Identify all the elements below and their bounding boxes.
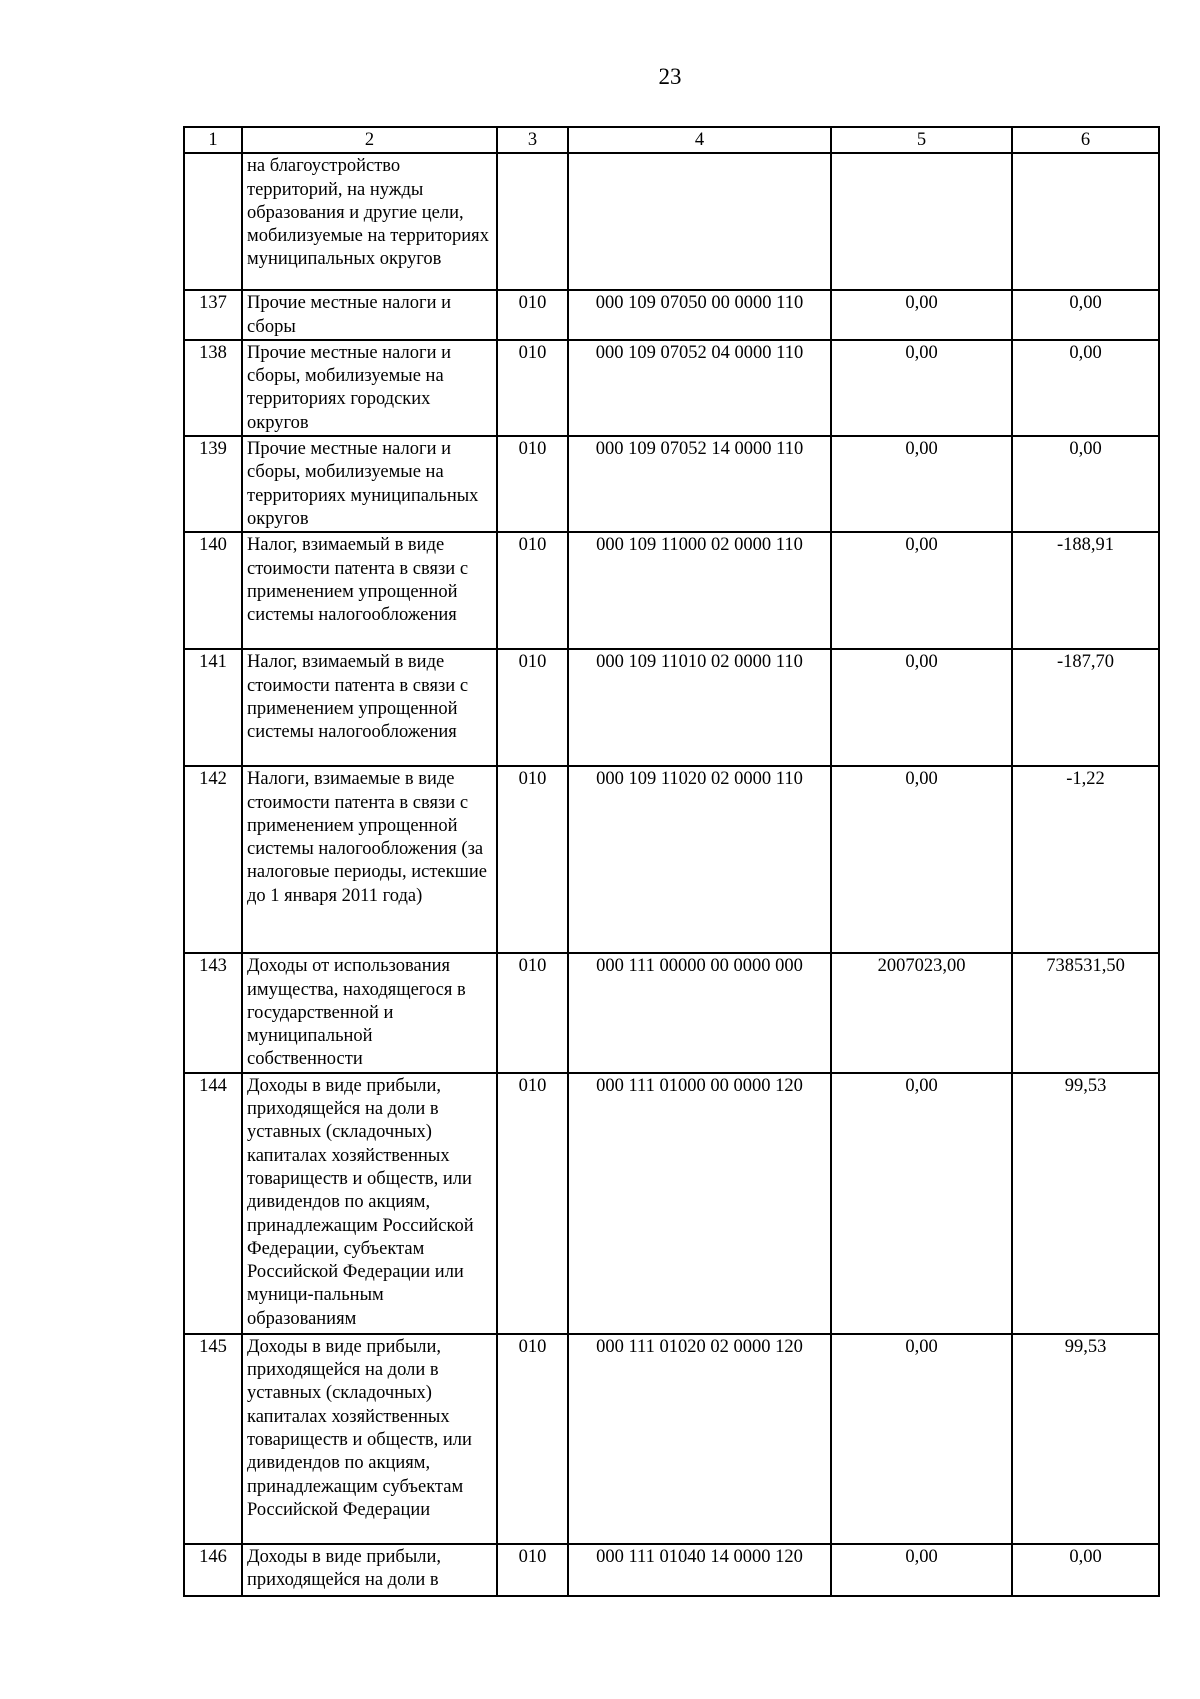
- row-plan: 0,00: [831, 340, 1012, 436]
- row-fact: 99,53: [1012, 1334, 1159, 1544]
- row-budget-code: 000 109 11020 02 0000 110: [568, 766, 831, 953]
- table-row: [184, 953, 1159, 1072]
- row-plan: [831, 153, 1012, 290]
- row-admin-code: 010: [497, 1073, 568, 1334]
- table-row: [184, 1334, 1159, 1544]
- row-fact: 0,00: [1012, 1544, 1159, 1596]
- column-header: 6: [1012, 127, 1159, 153]
- row-plan: 0,00: [831, 1073, 1012, 1334]
- row-admin-code: 010: [497, 766, 568, 953]
- column-header: 2: [242, 127, 497, 153]
- row-fact: 99,53: [1012, 1073, 1159, 1334]
- row-admin-code: 010: [497, 1334, 568, 1544]
- row-fact: 0,00: [1012, 290, 1159, 340]
- table-row: [184, 1544, 1159, 1596]
- row-name: Прочие местные налоги и сборы, мобилизуемые на территориях муниципальных округов: [242, 436, 497, 532]
- row-name: Доходы в виде прибыли, приходящейся на доли в: [242, 1544, 497, 1596]
- row-plan: 0,00: [831, 1334, 1012, 1544]
- row-name: Доходы в виде прибыли, приходящейся на доли в уставных (складочных) капиталах хозяйственных товариществ и обществ, или дивидендов по акциям, принадлежащим субъектам Российской Федерации: [242, 1334, 497, 1544]
- row-plan: 0,00: [831, 766, 1012, 953]
- row-fact: -187,70: [1012, 649, 1159, 766]
- row-number: 141: [184, 649, 242, 766]
- row-budget-code: 000 111 01000 00 0000 120: [568, 1073, 831, 1334]
- row-number: 140: [184, 532, 242, 649]
- row-budget-code: 000 111 01040 14 0000 120: [568, 1544, 831, 1596]
- table-row: [184, 153, 1159, 290]
- row-admin-code: 010: [497, 436, 568, 532]
- column-header: 3: [497, 127, 568, 153]
- row-name: Прочие местные налоги и сборы, мобилизуемые на территориях городских округов: [242, 340, 497, 436]
- row-number: 137: [184, 290, 242, 340]
- row-number: 138: [184, 340, 242, 436]
- column-header: 5: [831, 127, 1012, 153]
- column-header: 1: [184, 127, 242, 153]
- row-budget-code: 000 109 11000 02 0000 110: [568, 532, 831, 649]
- row-admin-code: 010: [497, 340, 568, 436]
- row-budget-code: 000 109 07050 00 0000 110: [568, 290, 831, 340]
- row-admin-code: 010: [497, 1544, 568, 1596]
- row-budget-code: 000 109 11010 02 0000 110: [568, 649, 831, 766]
- table-header-row: [184, 127, 1159, 153]
- row-plan: 0,00: [831, 290, 1012, 340]
- row-number: 146: [184, 1544, 242, 1596]
- row-fact: 0,00: [1012, 436, 1159, 532]
- row-admin-code: 010: [497, 649, 568, 766]
- row-fact: [1012, 153, 1159, 290]
- table-row: [184, 1073, 1159, 1334]
- row-budget-code: [568, 153, 831, 290]
- table-row: [184, 436, 1159, 532]
- row-plan: 0,00: [831, 1544, 1012, 1596]
- row-plan: 2007023,00: [831, 953, 1012, 1072]
- row-fact: -188,91: [1012, 532, 1159, 649]
- row-number: 144: [184, 1073, 242, 1334]
- row-name: Прочие местные налоги и сборы: [242, 290, 497, 340]
- row-fact: 738531,50: [1012, 953, 1159, 1072]
- row-name: Налоги, взимаемые в виде стоимости патента в связи с применением упрощенной системы налогообложения (за налоговые периоды, истекшие до 1 января 2011 года): [242, 766, 497, 953]
- row-admin-code: 010: [497, 532, 568, 649]
- budget-table: [183, 126, 1160, 1597]
- row-name: Доходы от использования имущества, находящегося в государственной и муниципальной собственности: [242, 953, 497, 1072]
- row-admin-code: 010: [497, 290, 568, 340]
- row-admin-code: [497, 153, 568, 290]
- row-plan: 0,00: [831, 436, 1012, 532]
- row-name: Налог, взимаемый в виде стоимости патента в связи с применением упрощенной системы налогообложения: [242, 649, 497, 766]
- table-row: [184, 340, 1159, 436]
- row-admin-code: 010: [497, 953, 568, 1072]
- row-name: Доходы в виде прибыли, приходящейся на доли в уставных (складочных) капиталах хозяйственных товариществ и обществ, или дивидендов по акциям, принадлежащим Российской Федерации, субъектам Российской Федерации или муници-пальным образованиям: [242, 1073, 497, 1334]
- row-budget-code: 000 111 00000 00 0000 000: [568, 953, 831, 1072]
- row-plan: 0,00: [831, 532, 1012, 649]
- row-number: 145: [184, 1334, 242, 1544]
- row-fact: 0,00: [1012, 340, 1159, 436]
- page-number: 23: [658, 64, 682, 89]
- row-number: [184, 153, 242, 290]
- table-row: [184, 290, 1159, 340]
- row-number: 143: [184, 953, 242, 1072]
- row-budget-code: 000 111 01020 02 0000 120: [568, 1334, 831, 1544]
- row-plan: 0,00: [831, 649, 1012, 766]
- row-budget-code: 000 109 07052 04 0000 110: [568, 340, 831, 436]
- table-row: [184, 532, 1159, 649]
- row-number: 139: [184, 436, 242, 532]
- row-number: 142: [184, 766, 242, 953]
- table-row: [184, 649, 1159, 766]
- column-header: 4: [568, 127, 831, 153]
- row-name: Налог, взимаемый в виде стоимости патента в связи с применением упрощенной системы налогообложения: [242, 532, 497, 649]
- row-name: на благоустройство территорий, на нужды образования и другие цели, мобилизуемые на территориях муниципальных округов: [242, 153, 497, 290]
- row-fact: -1,22: [1012, 766, 1159, 953]
- row-budget-code: 000 109 07052 14 0000 110: [568, 436, 831, 532]
- table-row: [184, 766, 1159, 953]
